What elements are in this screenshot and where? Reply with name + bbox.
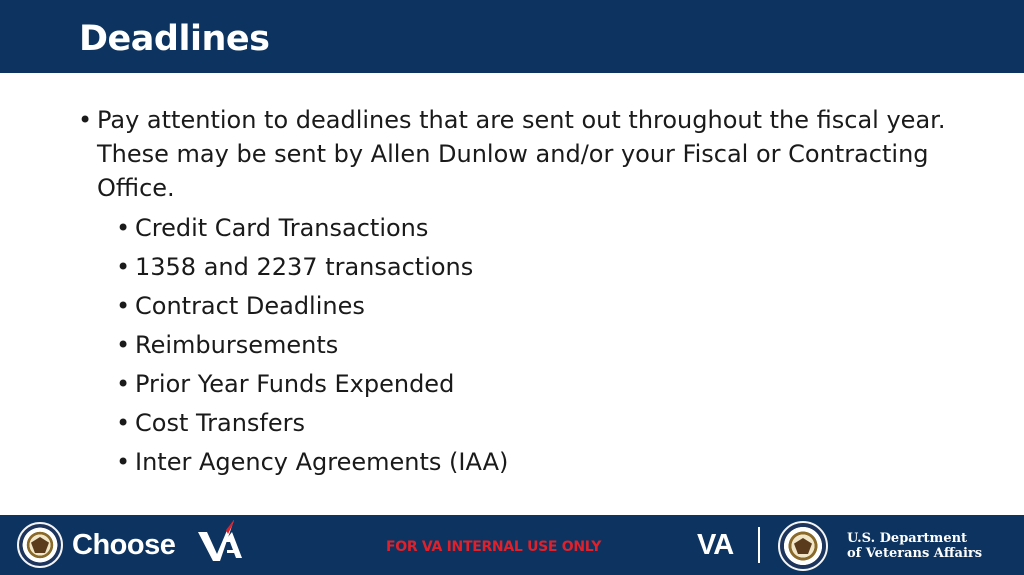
sub-bullet-1358-2237: • 1358 and 2237 transactions <box>116 248 958 287</box>
department-line-1: U.S. Department <box>847 531 968 546</box>
footer-bar <box>0 515 1024 575</box>
choose-logo-va-mark <box>196 520 246 562</box>
va-wordmark: VA <box>697 529 734 561</box>
sub-bullet-reimbursements: • Reimbursements <box>116 326 958 365</box>
choose-va-logo <box>72 528 248 562</box>
va-seal-icon <box>778 521 828 571</box>
slide-title: Deadlines <box>79 19 270 59</box>
sub-bullet-contract-deadlines: • Contract Deadlines <box>116 287 958 326</box>
slide-content <box>78 103 958 482</box>
internal-use-label: FOR VA INTERNAL USE ONLY <box>386 539 602 555</box>
sub-bullet-list <box>78 209 958 482</box>
logo-divider <box>758 527 760 563</box>
choose-logo-text: Choose <box>72 529 176 561</box>
main-bullet: • Pay attention to deadlines that are sent out throughout the fiscal year. These may be sent by Allen Dunlow and/or your Fiscal or Contracting Office. <box>78 103 958 205</box>
va-seal-icon <box>17 522 63 568</box>
department-name <box>847 531 982 561</box>
department-line-2: of Veterans Affairs <box>847 546 983 561</box>
sub-bullet-credit-card: • Credit Card Transactions <box>116 209 958 248</box>
sub-bullet-iaa: • Inter Agency Agreements (IAA) <box>116 443 958 482</box>
sub-bullet-cost-transfers: • Cost Transfers <box>116 404 958 443</box>
sub-bullet-prior-year-funds: • Prior Year Funds Expended <box>116 365 958 404</box>
title-bar <box>0 0 1024 73</box>
